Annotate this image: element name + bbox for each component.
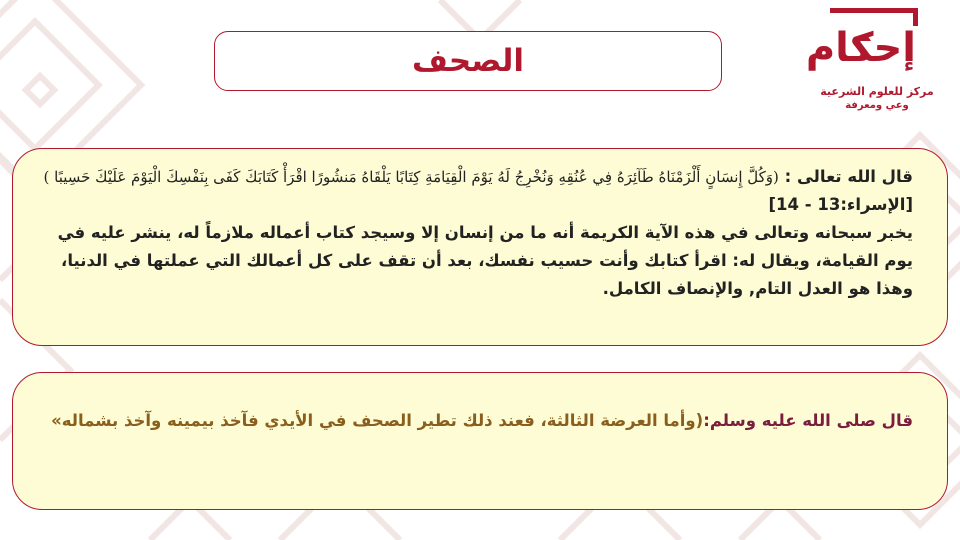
logo xyxy=(805,8,938,112)
verse-explanation: يخبر سبحانه وتعالى في هذه الآية الكريمة أنه ما من إنسان إلا وسيجد كتاب أعماله ملازماً له، ينشر عليه في يوم القيامة، ويقال له: اقرأ كتابك وأنت حسيب نفسك، بعد أن تقف على كل أعمالك التي عملتها في الدنيا، وهذا هو العدل التام, والإنصاف الكامل. xyxy=(57,223,913,298)
verse-box xyxy=(12,148,948,346)
title-box xyxy=(214,31,722,91)
logo-subtagline: وعي ومعرفة xyxy=(845,100,909,111)
hadith-box xyxy=(12,372,948,510)
hadith-lead: قال صلى الله عليه وسلم: xyxy=(703,411,913,430)
verse-paragraph xyxy=(33,163,913,303)
verse-text: (وَكُلَّ إِنسَانٍ أَلْزَمْنَاهُ طَآئِرَهُ فِي عُنُقِهِ وَنُخْرِجُ لَهُ يَوْمَ الْقِيَامَةِ كِتَابًا يَلْقَاهُ مَنشُورًا اقْرَأْ كَتَابَكَ كَفَى بِنَفْسِكَ الْيَوْمَ عَلَيْكَ حَسِيبًا ) xyxy=(43,168,779,186)
hadith-paragraph xyxy=(33,407,913,435)
page-title: الصحف xyxy=(411,43,525,79)
logo-top-bar xyxy=(830,8,918,13)
logo-tagline: مركز للعلوم الشرعية xyxy=(820,85,934,98)
verse-intro: قال الله تعالى : xyxy=(778,167,913,186)
hadith-text: (وأما العرضة الثالثة، فعند ذلك تطير الصحف في الأيدي فآخذ بيمينه وآخذ بشماله» xyxy=(51,411,704,430)
logo-word: إحكام xyxy=(805,25,916,71)
verse-reference: [الإسراء:13 - 14] xyxy=(768,195,913,214)
